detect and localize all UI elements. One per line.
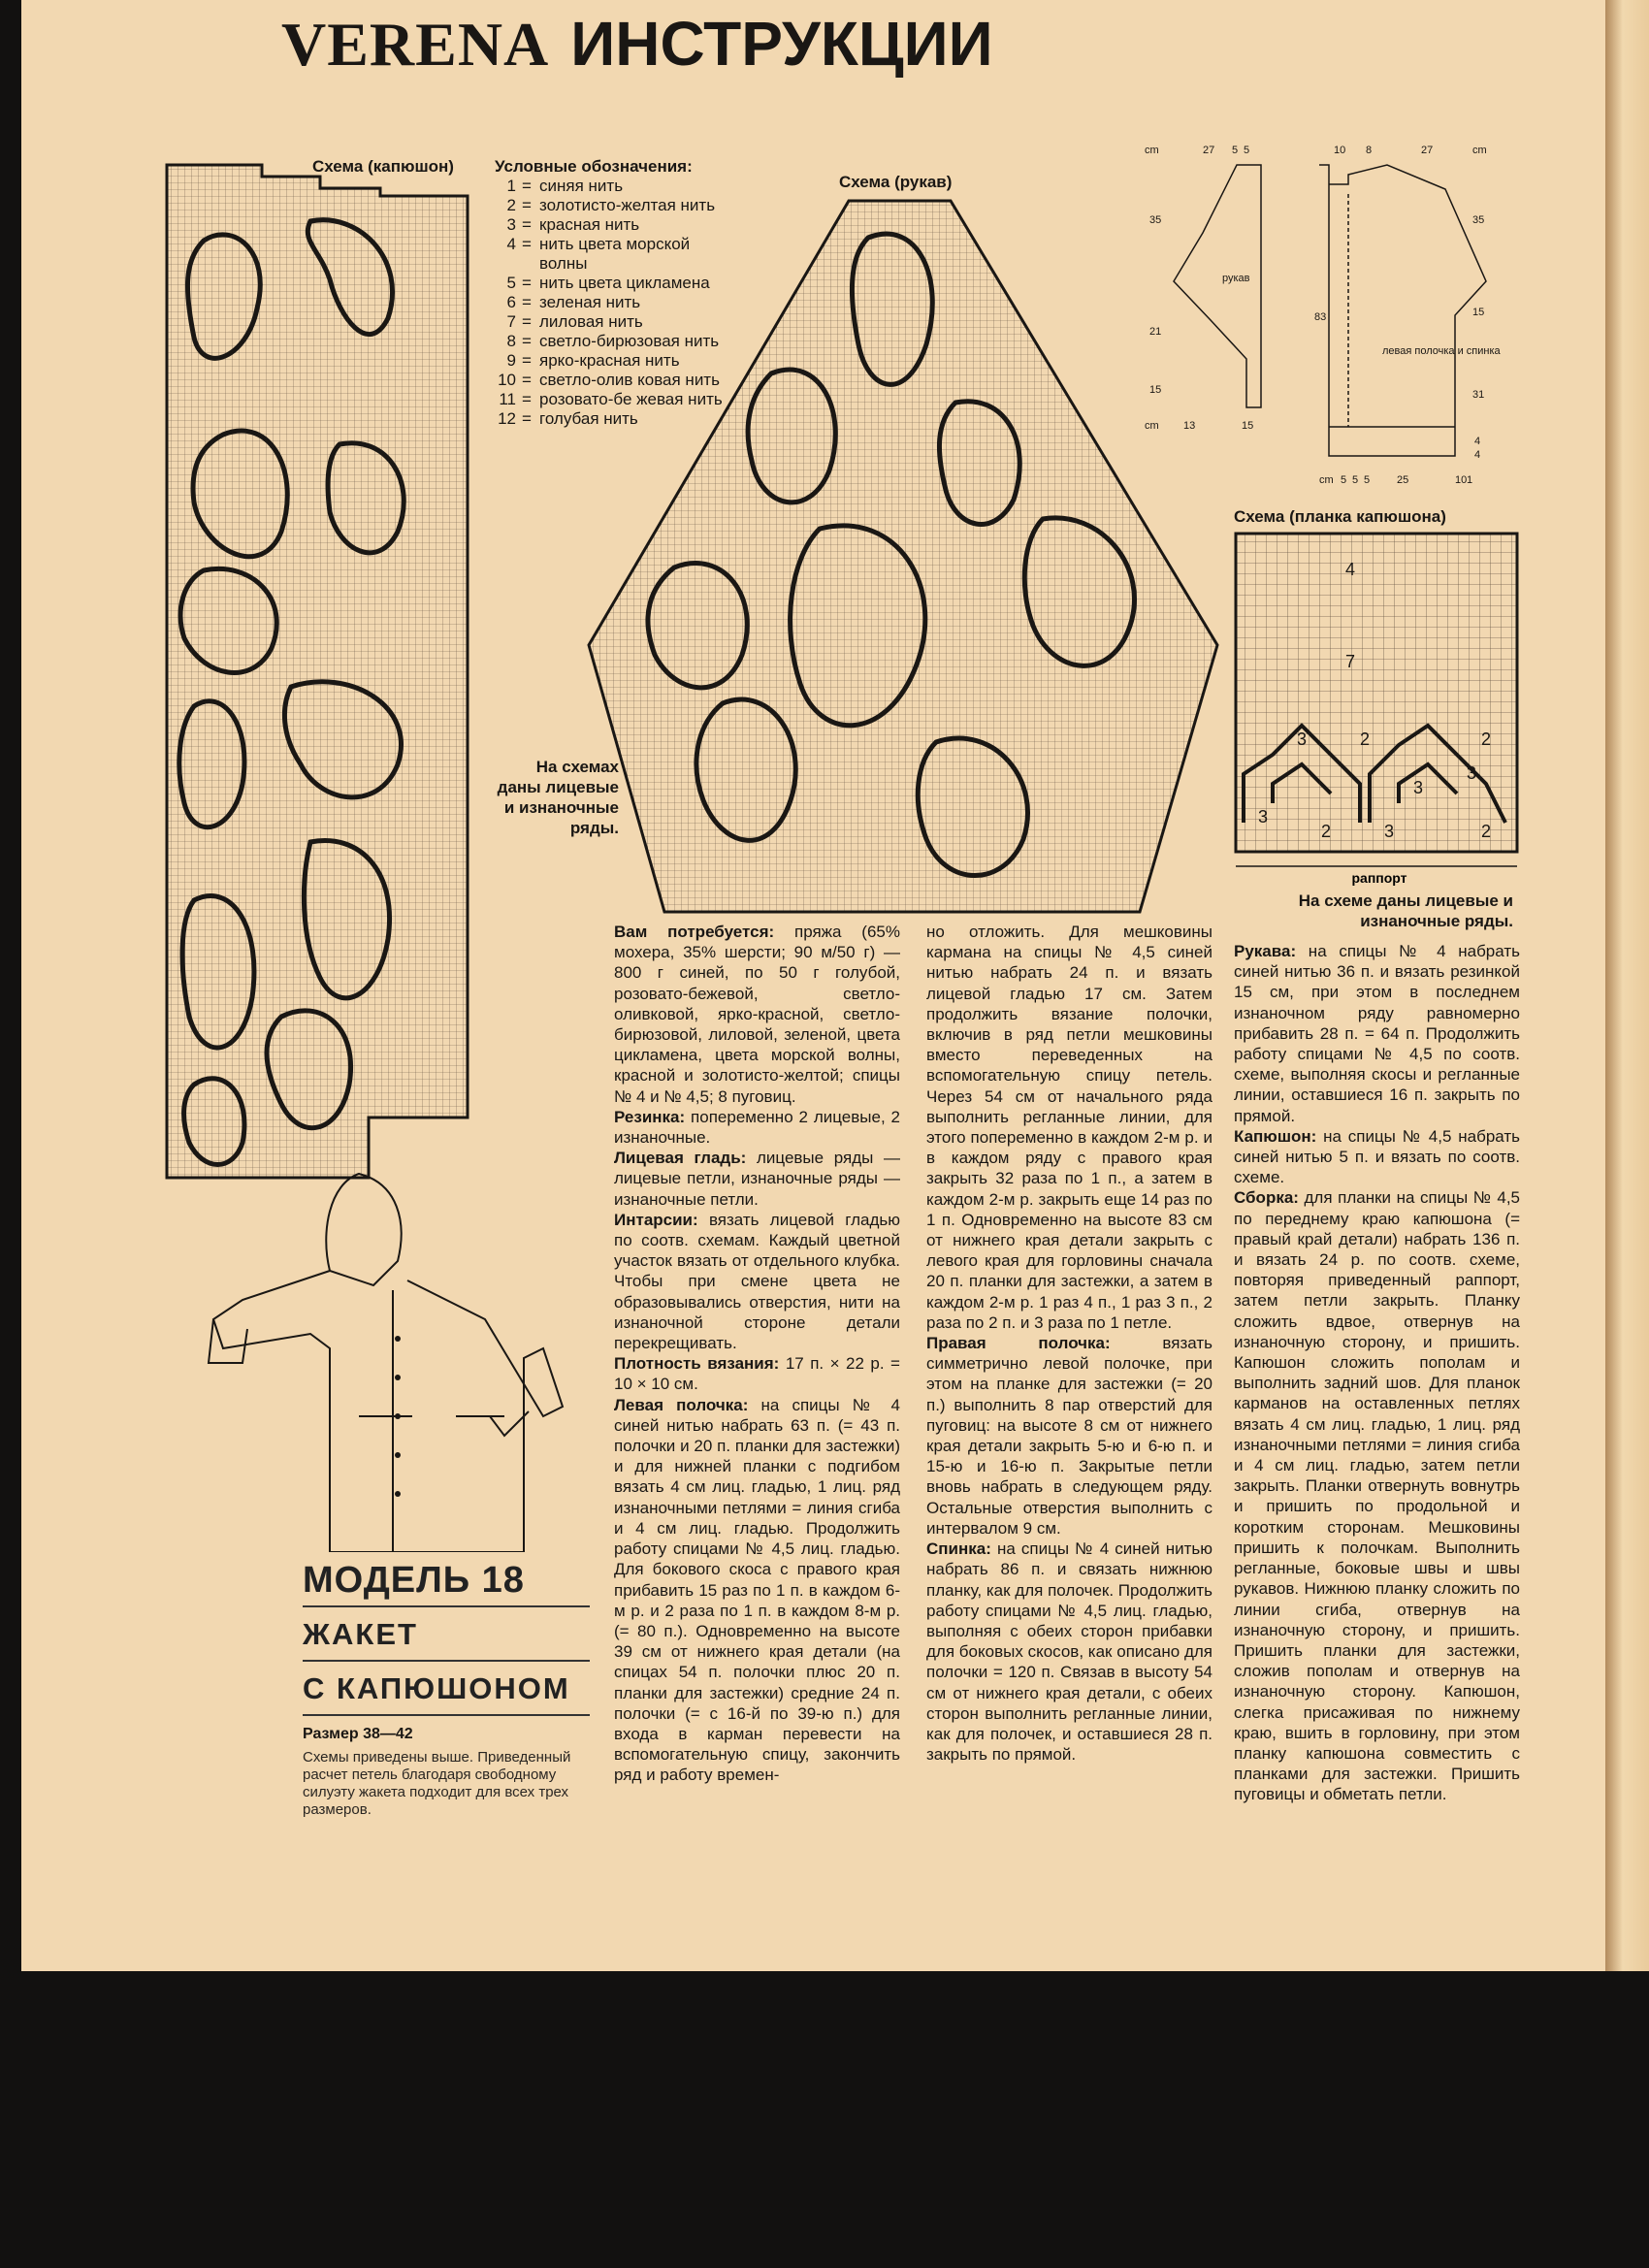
model-name-line2: С КАПЮШОНОМ [303,1662,590,1716]
legend-number: 2 [506,196,516,214]
legend-label: розовато-бе жевая нить [539,390,723,408]
pattern-unit: cm [1145,420,1159,432]
legend-label: лиловая нить [539,312,643,331]
chart-note-left: На схемах даны лицевые и изнаночные ряды. [497,758,619,837]
legend-label: нить цвета цикламена [539,274,710,292]
svg-text:7: 7 [1345,652,1356,671]
pattern-dim: 1 [1467,474,1473,486]
pattern-dim: 15 [1242,420,1254,432]
legend-number: 6 [506,293,516,311]
model-name-line1: ЖАКЕТ [303,1607,590,1662]
instruction-para: Рукава: на спицы № 4 набрать синей нитью 36 п. и вязать резинкой 15 см, при этом в последнем изнаночном ряду равномерно прибавить 28 п. = 64 п. Продолжить работу спицами № 4,5 по соотв. схеме, выполняя скосы и регланные линии, оставшиеся 16 п. закрыть по прямой. [1234,942,1520,1125]
sleeve-chart-title: Схема (рукав) [839,173,953,191]
instruction-para: Капюшон: на спицы № 4,5 набрать синей нитью 5 п. и вязать по соотв. схеме. [1234,1126,1520,1187]
page-header [281,8,993,81]
svg-text:2: 2 [1321,822,1332,841]
legend-label: голубая нить [539,409,638,428]
instruction-para: Интарсии: вязать лицевой гладью по соотв. схемам. Каждый цветной участок вязать от отдельного клубка. Чтобы при смене цвета не образовывались отверстия, нити на изнаночной стороне детали перекрещивать. [614,1210,900,1353]
instruction-para: но отложить. Для мешковины кармана на спицы № 4,5 синей нитью набрать 24 п. и вязать лицевой гладью 17 см. Затем продолжить вязание полочки, включив в ряд петли мешковины вместо переведенных на вспомогательную спицу петель. Через 54 см от начального ряда выполнить регланные линии, для этого попеременно в каждом 2-м р. и в каждом ряду с правого края закрыть 32 раза по 1 п., а затем в каждом 2-м р. закрыть еще 14 раз по 1 п. Одновременно на высоте 83 см от нижнего края детали закрыть с левого края для горловины сначала 20 п. планки для застежки, а затем в каждом 2-м р. 1 раз 4 п., 1 раз 3 п., 2 раза по 2 п. и 3 раза по 1 петле. [926,923,1212,1332]
pattern-dim: 25 [1397,474,1409,486]
pattern-dim: 15 [1149,384,1162,396]
pattern-dim: 4 [1474,436,1481,447]
instruction-para: Сборка: для планки на спицы № 4,5 по переднему краю капюшона (= правый край детали) набрать 136 п. и вязать 24 р. по соотв. схеме, повторяя приведенный раппорт, затем петли закрыть. Планку сложить вдвое, отвернув на изнаночную сторону, и пришить. Капюшон сложить пополам и выполнить задний шов. Для планок карманов на оставленных петлях вязать 4 см лиц. гладью, 1 лиц. ряд изнаночными петлями = линия сгиба и 4 см лиц. гладью, затем петли закрыть. Планки отвернуть вовнутрь и пришить по продольной и коротким сторонам. Мешковины пришить к полочкам. Выполнить регланные, боковые швы и швы рукавов. Нижнюю планку сложить по линии сгиба, отвернув на изнаночную сторону, и пришить. Пришить планки для застежки, сложив пополам и отвернув на изнаночную сторону. Капюшон, слегка присаживая по нижнему краю, вшить в горловину, при этом планку капюшона совместить с планками для застежки. Пришить пуговицы и обметать петли. [1234,1188,1520,1804]
pattern-dim: 15 [1472,307,1485,318]
instruction-para: Правая полочка: вязать симметрично левой полочке, при этом на планке для застежки (= 20 п.) выполнить 8 пар отверстий для пуговиц: на высоте 8 см от нижнего края детали закрыть 5-ю и 6-ю п. и 15-ю и 16-ю п. Закрытые петли вновь набрать в следующем ряду. Остальные отверстия выполнить с интервалом 9 см. [926,1334,1212,1538]
model-size: Размер 38—42 [303,1726,413,1742]
legend-number: 5 [506,274,516,292]
model-number: МОДЕЛЬ 18 [303,1560,590,1607]
legend-label: золотисто-желтая нить [539,196,716,214]
pattern-dim: 5 [1364,474,1371,486]
instructions-column-3 [1234,941,1520,1805]
instructions-column-2 [926,922,1212,1765]
pattern-dim: 5 [1341,474,1347,486]
svg-text:3: 3 [1258,807,1269,826]
pattern-dim: 10 [1455,474,1468,486]
svg-text:3: 3 [1384,822,1395,841]
hood-chart-title: Схема (капюшон) [312,157,454,176]
jacket-illustration [204,1164,582,1552]
pattern-dim: 13 [1183,420,1196,432]
pattern-unit: cm [1145,145,1159,156]
svg-text:4: 4 [1345,560,1356,579]
pattern-dim: 27 [1421,145,1434,156]
legend-number: 1 [506,177,516,195]
pattern-unit: cm [1319,474,1334,486]
svg-text:2: 2 [1481,729,1492,749]
legend-number: 3 [506,215,516,234]
pattern-dim: 21 [1149,326,1162,338]
instruction-para: Вам потребуется: пряжа (65% мохера, 35% шерсти; 90 м/50 г) — 800 г синей, по 50 г голубой, розовато-бежевой, светло-оливковой, ярко-красной, светло-бирюзовой, лиловой, зеленой, цвета цикламена, цвета морской волны, красной и золотисто-желтой; спицы № 4 и № 4,5; 8 пуговиц. [614,923,900,1106]
page-gutter [1605,0,1649,1971]
legend-number: 11 [499,390,516,408]
model-description: Схемы приведены выше. Приведенный расчет петель благодаря свободному силуэту жакета подходит для всех трех размеров. [303,1749,571,1818]
legend-label: светло-бирюзовая нить [539,332,720,350]
pattern-unit: cm [1472,145,1487,156]
brand-logo: VERENA [281,10,550,79]
pattern-dim: 83 [1314,311,1327,323]
legend-number: 8 [506,332,516,350]
svg-text:3: 3 [1467,763,1477,783]
legend-label: зеленая нить [539,293,641,311]
instruction-para: Спинка: на спицы № 4 синей нитью набрать 86 п. и связать нижнюю планку, как для полочек. Продолжить работу спицами № 4,5 лиц. гладью, выполняя с обеих сторон прибавки для боковых скосов, как описано для полочки = 120 п. Связав в высоту 54 см от нижнего края детали, с обеих сторон выполнить регланные линии, как для полочек, и оставшиеся 28 п. закрыть по прямой. [926,1539,1212,1765]
band-chart-title: Схема (планка капюшона) [1234,507,1446,526]
svg-text:3: 3 [1297,729,1308,749]
pattern-dim: 5 [1232,145,1239,156]
pattern-dim: 5 [1352,474,1359,486]
page-title: ИНСТРУКЦИИ [570,9,993,79]
legend-title: Условные обозначения: [495,157,693,176]
pattern-dim: 27 [1203,145,1215,156]
instruction-para: Левая полочка: на спицы № 4 синей нитью набрать 63 п. (= 43 п. полочки и 20 п. планки для застежки) и для нижней планки с подгибом вязать 4 см лиц. гладью, 1 лиц. ряд изнаночными петлями = линия сгиба и 4 см лиц. гладью. Продолжить работу спицами № 4,5 лиц. гладью. Для бокового скоса с правого края прибавить 15 раз по 1 п. в каждом 6-м р. и 2 раза по 1 п. в каждом 8-м р. (= 80 п.). Одновременно на высоте 39 см от нижнего края детали (на спицах 54 п. полочки плюс 20 п. планки для застежки) средние 24 п. полочки (= с 16-й по 39-ю п.) для входа в карман перевести на вспомогательную спицу, закончить ряд и работу времен- [614,1395,900,1785]
legend-label: светло-олив ковая нить [539,371,720,389]
svg-text:2: 2 [1360,729,1371,749]
svg-text:2: 2 [1481,822,1492,841]
instruction-para: Резинка: попеременно 2 лицевые, 2 изнаночные. [614,1107,900,1148]
instruction-para: Плотность вязания: 17 п. × 22 р. = 10 × 10 см. [614,1354,900,1394]
pattern-dim: 31 [1472,389,1485,401]
instructions-column-1 [614,922,900,1786]
pattern-dim: 35 [1472,214,1485,226]
legend-number: 12 [498,409,516,428]
hood-chart [165,163,470,1180]
chart-note-right: На схеме даны лицевые и изнаночные ряды. [1298,891,1513,930]
legend-label: красная нить [539,215,640,234]
garment-pattern-diagram [1125,136,1513,495]
legend-number: 9 [506,351,516,370]
sleeve-piece-label: рукав [1222,273,1250,284]
pattern-dim: 10 [1334,145,1346,156]
hood-band-chart [1224,532,1535,891]
legend-label: ярко-красная нить [539,351,680,370]
svg-text:3: 3 [1413,778,1424,797]
color-legend: Условные обозначения: 1 = синяя нить 2 = золотисто-желтая нить 3 = красная нить 4 = нить цвета морской волны 5 = нить цвета цикламена 6 = зеленая нить 7 = лиловая нить 8 = светло-бирюзовая нить 9 = ярко-красная нить 10 = светло-олив ковая нить 11 = розовато-бе жевая нить 12 = голубая нить [495,157,728,429]
legend-label: синяя нить [539,177,624,195]
pattern-dim: 4 [1474,449,1481,461]
legend-number: 7 [506,312,516,331]
rapport-label: раппорт [1351,870,1407,886]
legend-number: 10 [498,371,516,389]
model-title-block [303,1560,590,1819]
pattern-dim: 35 [1149,214,1162,226]
legend-number: 4 [506,235,516,253]
pattern-dim: 8 [1366,145,1373,156]
instruction-para: Лицевая гладь: лицевые ряды — лицевые петли, изнаночные ряды — изнаночные петли. [614,1149,900,1209]
pattern-dim: 5 [1244,145,1250,156]
legend-label: нить цвета морской волны [539,235,691,273]
body-piece-label: левая полочка и спинка [1382,345,1501,357]
